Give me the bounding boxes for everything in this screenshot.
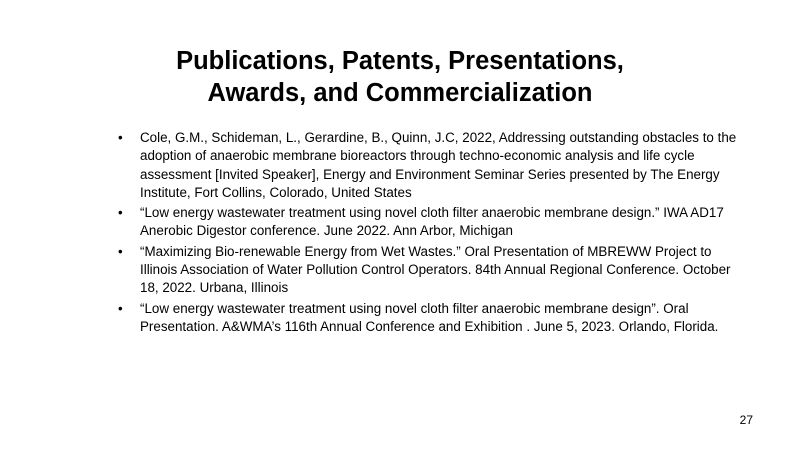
bullet-list: [118, 129, 738, 338]
bullet-item-1: [118, 129, 738, 202]
slide-title: [0, 45, 800, 109]
bullet-item-4: [118, 300, 738, 337]
bullet-text-4: “Low energy wastewater treatment using novel cloth filter anaerobic membrane design”. Oral Presentation. A&WMA’s 116th Annual Conference and Exhibition . June 5, 2023. Orlando, Florida.: [140, 300, 719, 334]
bullet-text-2: “Low energy wastewater treatment using novel cloth filter anaerobic membrane design.” IWA AD17 Anerobic Digestor conference. June 2022. Ann Arbor, Michigan: [140, 205, 724, 239]
bullet-marker: •: [118, 130, 123, 145]
bullet-marker: •: [118, 205, 123, 221]
bullet-item-2: [118, 204, 738, 241]
bullet-text-1: Cole, G.M., Schideman, L., Gerardine, B., Quinn, J.C, 2022, Addressing outstanding obstacles to the adoption of anaerobic membrane bioreactors through techno-economic analysis and life cycle assessment [Invited Speaker], Energy and Environment Seminar Series presented by The Energy Institute, Fort Collins, Colorado, United States: [140, 130, 737, 200]
bullet-item-3: [118, 243, 738, 298]
slide-title-line-2: Awards, and Commercialization: [207, 79, 593, 107]
bullet-marker: •: [118, 300, 123, 316]
bullet-marker: •: [118, 243, 123, 259]
slide-title-line-1: Publications, Patents, Presentations,: [176, 47, 624, 75]
page-number: 27: [739, 413, 753, 427]
bullet-text-3: “Maximizing Bio-renewable Energy from Wet Wastes.” Oral Presentation of MBREWW Project to Illinois Association of Water Pollution Control Operators. 84th Annual Regional Conference. October 18, 2022. Urbana, Illinois: [140, 243, 731, 296]
